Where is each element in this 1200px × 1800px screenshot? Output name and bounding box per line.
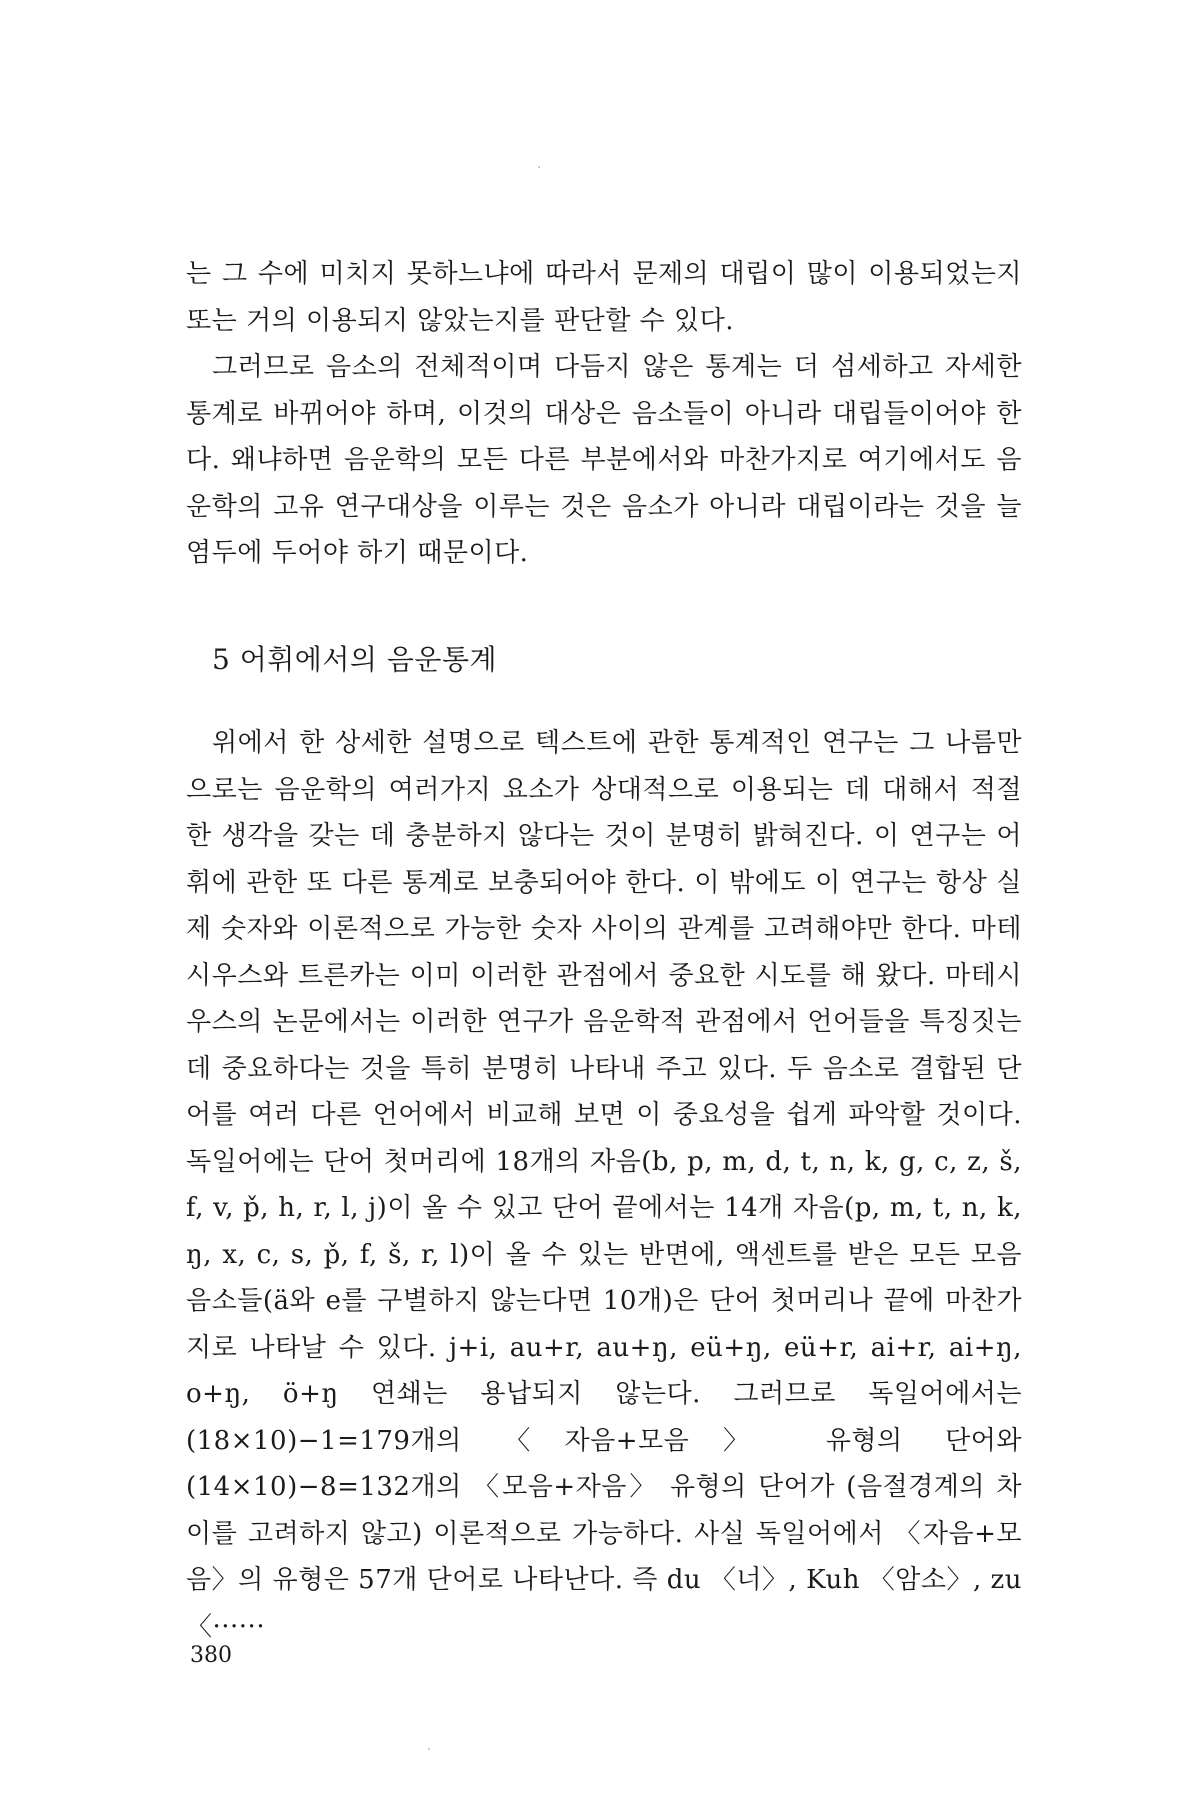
body-paragraph: 위에서 한 상세한 설명으로 텍스트에 관한 통계적인 연구는 그 나름만으로는 음운학의 여러가지 요소가 상대적으로 이용되는 데 대해서 적절한 생각을 갖는 데 충분하지 않다는 것이 분명히 밝혀진다. 이 연구는 어휘에 관한 또 다른 통계로 보충되어야 한다. 이 밖에도 이 연구는 항상 실제 숫자와 이론적으로 가능한 숫자 사이의 관계를 고려해야만 한다. 마테시우스와 트른카는 이미 이러한 관점에서 중요한 시도를 해 왔다. 마테시우스의 논문에서는 이러한 연구가 음운학적 관점에서 언어들을 특징짓는 데 중요하다는 것을 특히 분명히 나타내 주고 있다. 두 음소로 결합된 단어를 여러 다른 언어에서 비교해 보면 이 중요성을 쉽게 파악할 것이다. 독일어에는 단어 첫머리에 18개의 자음(b, p, m, d, t, n, k, g, c, z, š, f, v, p̌, h, r, l, j)이 올 수 있고 단어 끝에서는 14개 자음(p, m, t, n, k, ŋ, x, c, s, p̌, f, š, r, l)이 올 수 있는 반면에, 액센트를 받은 모든 모음음소들(ä와 e를 구별하지 않는다면 10개)은 단어 첫머리나 끝에 마찬가지로 나타날 수 있다. j+i, au+r, au+ŋ, eü+ŋ, eü+r, ai+r, ai+ŋ, o+ŋ, ö+ŋ 연쇄는 용납되지 않는다. 그러므로 독일어에서는 (18×10)−1=179개의 〈자음+모음〉 유형의 단어와 (14×10)−8=132개의 〈모음+자음〉 유형의 단어가 (음절경계의 차이를 고려하지 않고) 이론적으로 가능하다. 사실 독일어에서 〈자음+모음〉의 유형은 57개 단어로 나타난다. 즉 du 〈너〉, Kuh 〈암소〉, zu 〈······ [186, 728, 1022, 1642]
body-paragraph: 그러므로 음소의 전체적이며 다듬지 않은 통계는 더 섬세하고 자세한 통계로 바뀌어야 하며, 이것의 대상은 음소들이 아니라 대립들이어야 한다. 왜냐하면 음운학의 모든 다른 부분에서와 마찬가지로 여기에서도 음운학의 고유 연구대상을 이루는 것은 음소가 아니라 대립이라는 것을 늘 염두에 두어야 하기 때문이다. [186, 352, 1022, 568]
continued-paragraph: 는 그 수에 미치지 못하느냐에 따라서 문제의 대립이 많이 이용되었는지 또는 거의 이용되지 않았는지를 판단할 수 있다. [186, 259, 1022, 336]
scan-speck [428, 1748, 430, 1750]
scan-speck [538, 166, 540, 168]
top-text-block [186, 251, 1022, 577]
section-heading: 5 어휘에서의 음운통계 [212, 643, 498, 676]
main-text-block [186, 720, 1022, 1650]
page-number: 380 [190, 1643, 232, 1668]
